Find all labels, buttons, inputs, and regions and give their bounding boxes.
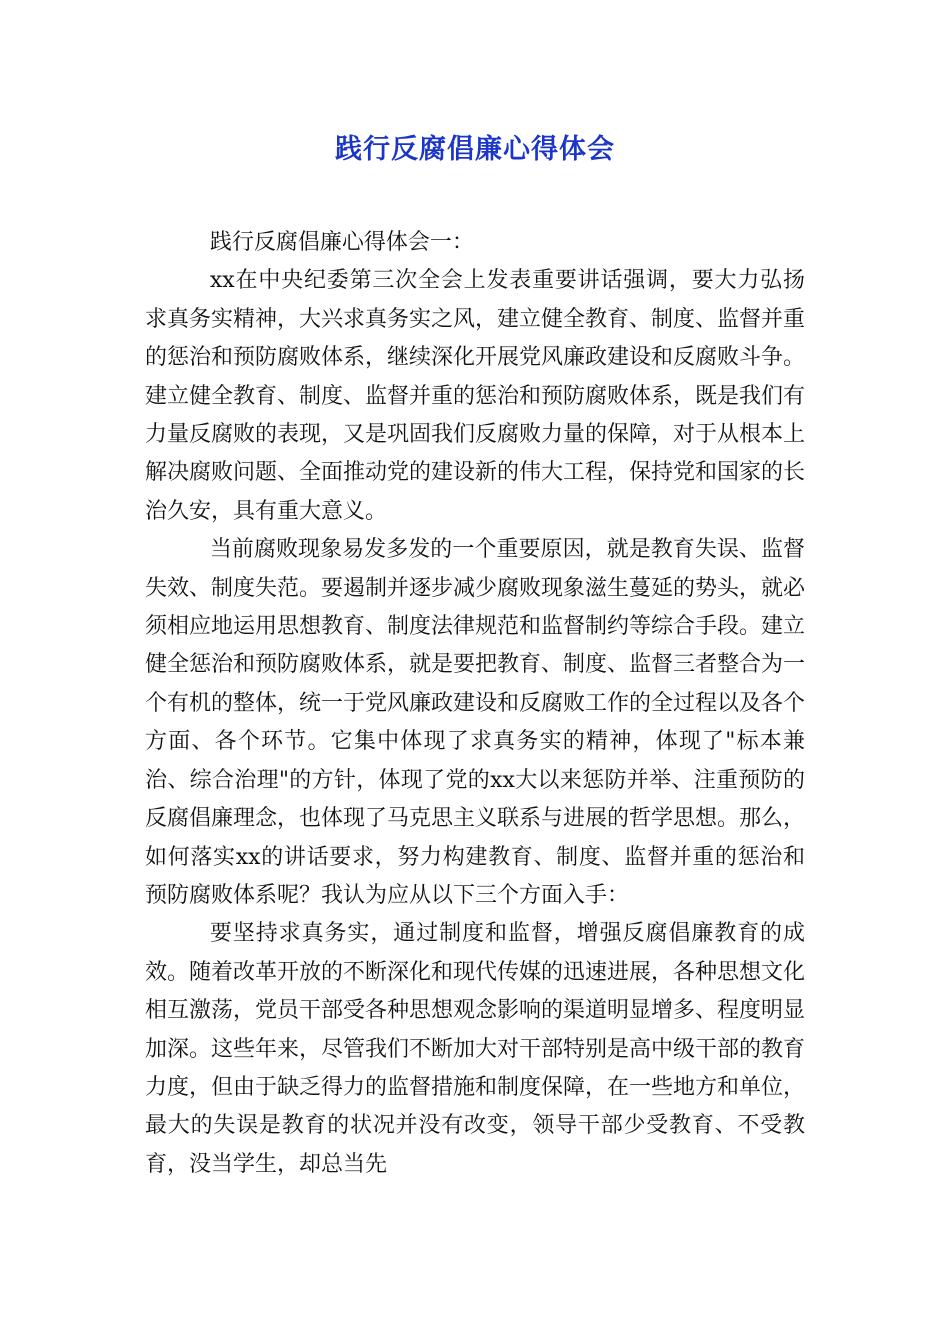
- document-body: [145, 224, 805, 1184]
- paragraph: xx在中央纪委第三次全会上发表重要讲话强调，要大力弘扬求真务实精神，大兴求真务实之风，建立健全教育、制度、监督并重的惩治和预防腐败体系，继续深化开展党风廉政建设和反腐败斗争。建立健全教育、制度、监督并重的惩治和预防腐败体系，既是我们有力量反腐败的表现，又是巩固我们反腐败力量的保障，对于从根本上解决腐败问题、全面推动党的建设新的伟大工程，保持党和国家的长治久安，具有重大意义。: [145, 268, 806, 524]
- paragraph: 要坚持求真务实，通过制度和监督，增强反腐倡廉教育的成效。随着改革开放的不断深化和现代传媒的迅速进展，各种思想文化相互激荡，党员干部受各种思想观念影响的渠道明显增多、程度明显加深。这些年来，尽管我们不断加大对干部特别是高中级干部的教育力度，但由于缺乏得力的监督措施和制度保障，在一些地方和单位，最大的失误是教育的状况并没有改变，领导干部少受教育、不受教育，没当学生，却总当先: [145, 921, 806, 1177]
- section-subheading: 践行反腐倡廉心得体会一：: [209, 230, 474, 255]
- paragraph: 当前腐败现象易发多发的一个重要原因，就是教育失误、监督失效、制度失范。要遏制并逐步减少腐败现象滋生蔓延的势头，就必须相应地运用思想教育、制度法律规范和监督制约等综合手段。建立健全惩治和预防腐败体系，就是要把教育、制度、监督三者整合为一个有机的整体，统一于党风廉政建设和反腐败工作的全过程以及各个方面、各个环节。它集中体现了求真务实的精神，体现了"标本兼治、综合治理"的方针，体现了党的xx大以来惩防并举、注重预防的反腐倡廉理念，也体现了马克思主义联系与进展的哲学思想。那么，如何落实xx的讲话要求，努力构建教育、制度、监督并重的惩治和预防腐败体系呢？我认为应从以下三个方面入手：: [145, 537, 806, 908]
- document-title: 践行反腐倡廉心得体会: [335, 134, 615, 165]
